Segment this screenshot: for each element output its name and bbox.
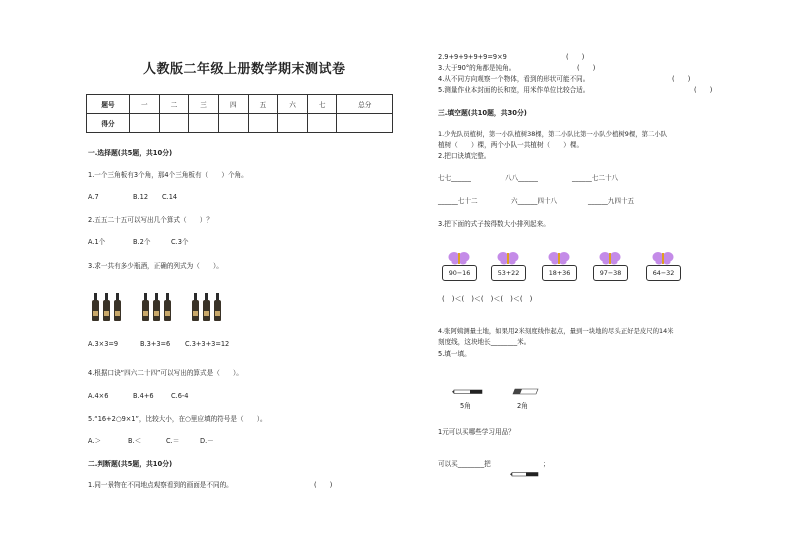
score-header-cell: 七 <box>307 95 337 114</box>
score-cell[interactable] <box>307 114 337 133</box>
question-3: 3.求一共有多少瓶酒，正确的列式为（ ）。 <box>88 262 223 270</box>
fill-2-item: ______七十二 <box>438 197 478 205</box>
butterfly-icon <box>599 251 621 265</box>
judge-1-blank[interactable]: ( ) <box>314 481 333 489</box>
question-1: 1.一个三角板有3个角，那4个三角板有（ ）个角。 <box>88 171 248 179</box>
pen-icon <box>452 388 484 396</box>
fill-3-order[interactable]: ( )＜( )＜( )＜( )＜( ) <box>442 295 533 303</box>
score-cell[interactable] <box>130 114 160 133</box>
q5-option-a: A.＞ <box>88 437 102 445</box>
judge-2: 2.9+9+9+9+9=9×9 <box>438 53 507 61</box>
wine-bottle-icon <box>192 293 199 321</box>
butterfly-icon <box>497 251 519 265</box>
q1-option-a: A.7 <box>88 193 99 201</box>
expression-box: 97−38 <box>593 265 628 281</box>
score-table-header-row <box>87 95 393 114</box>
score-table-score-row <box>87 114 393 133</box>
q5-option-c: C.＝ <box>166 437 180 445</box>
fill-2-item: ______九四十五 <box>588 197 635 205</box>
buy-answer-end: ； <box>543 460 550 468</box>
wine-bottle-icon <box>164 293 171 321</box>
fill-1-line1: 1.少先队员植树，第一小队植树38棵，第二小队比第一小队少植树9棵，第二小队 <box>438 130 668 138</box>
judge-2-blank[interactable]: ( ) <box>566 53 585 61</box>
expression-box: 18+36 <box>542 265 577 281</box>
score-cell[interactable] <box>159 114 189 133</box>
score-cell[interactable] <box>278 114 308 133</box>
score-header-cell: 二 <box>159 95 189 114</box>
fill-2-item: 七七______ <box>438 174 471 182</box>
fill-2-item: 六______四十八 <box>511 197 558 205</box>
score-cell[interactable] <box>248 114 278 133</box>
wine-bottle-icon <box>103 293 110 321</box>
fill-5: 5.填一填。 <box>438 350 471 358</box>
q2-option-a: A.1个 <box>88 238 106 246</box>
q3-option-a: A.3×3=9 <box>88 340 119 348</box>
score-cell[interactable] <box>337 114 393 133</box>
fill-1-line2: 植树（ ）棵，两个小队一共植树（ ）棵。 <box>438 141 584 149</box>
q5-option-b: B.＜ <box>128 437 142 445</box>
fill-3: 3.把下面的式子按得数大小排列起来。 <box>438 220 550 228</box>
fill-4-line2: 刻度线，这块地长________米。 <box>438 338 531 346</box>
score-header-cell: 三 <box>189 95 219 114</box>
judge-5-blank[interactable]: ( ) <box>694 86 713 94</box>
butterfly-icon <box>448 251 470 265</box>
score-header-cell: 四 <box>218 95 248 114</box>
wine-bottle-icon <box>142 293 149 321</box>
score-cell[interactable] <box>189 114 219 133</box>
butterfly-icon <box>548 251 570 265</box>
score-row-label: 得分 <box>87 114 130 133</box>
wine-bottle-icon <box>114 293 121 321</box>
pen-price: 5角 <box>460 402 471 410</box>
expression-box: 53+22 <box>491 265 526 281</box>
judge-3-blank[interactable]: ( ) <box>577 64 596 72</box>
judge-4: 4.从不同方向观察一个物体，看到的形状可能不同。 <box>438 75 590 83</box>
question-2: 2.五五二十五可以写出几个算式（ ）？ <box>88 216 213 224</box>
fill-2: 2.把口诀填完整。 <box>438 152 491 160</box>
q4-option-c: C.6-4 <box>171 392 189 400</box>
score-header-cell: 总分 <box>337 95 393 114</box>
q4-option-a: A.4×6 <box>88 392 109 400</box>
wine-bottle-icon <box>92 293 99 321</box>
wine-bottle-icon <box>153 293 160 321</box>
score-cell[interactable] <box>218 114 248 133</box>
judge-3: 3.大于90°的角都是钝角。 <box>438 64 516 72</box>
q4-option-b: B.4+6 <box>133 392 154 400</box>
butterfly-icon <box>652 251 674 265</box>
q2-option-c: C.3个 <box>171 238 189 246</box>
fill-4-line1: 4.张阿姨测量土地，如果用2米刻度线作起点，量到一块地的尽头正好是皮尺的14米 <box>438 327 674 335</box>
q5-option-d: D.－ <box>200 437 214 445</box>
score-table <box>86 94 393 133</box>
score-header-cell: 题号 <box>87 95 130 114</box>
q1-option-c: C.14 <box>162 193 178 201</box>
judge-5: 5.测量作业本封面的长和宽，用米作单位比较合适。 <box>438 86 590 94</box>
q1-option-b: B.12 <box>133 193 149 201</box>
fill-2-item: ______七二十八 <box>572 174 619 182</box>
buy-question: 1元可以买哪些学习用品？ <box>438 428 515 436</box>
score-header-cell: 六 <box>278 95 308 114</box>
question-4: 4.根据口诀“四六二十四”可以写出的算式是（ ）。 <box>88 369 243 377</box>
expression-box: 64−32 <box>646 265 681 281</box>
q2-option-b: B.2个 <box>133 238 151 246</box>
q3-option-c: C.3+3+3=12 <box>185 340 230 348</box>
expression-box: 90−16 <box>442 265 477 281</box>
wine-bottle-icon <box>214 293 221 321</box>
pen-icon <box>510 471 540 478</box>
buy-answer[interactable]: 可以买________把 <box>438 460 491 468</box>
section-judge-heading: 二.判断题(共5题，共10分) <box>88 460 173 468</box>
judge-4-blank[interactable]: ( ) <box>672 75 691 83</box>
wine-bottle-icon <box>203 293 210 321</box>
judge-1: 1.同一景物在不同地点观察看到的画面是不同的。 <box>88 481 233 489</box>
section-choice-heading: 一.选择题(共5题，共10分) <box>88 149 173 157</box>
fill-2-item: 八八______ <box>505 174 538 182</box>
question-5: 5.“16+2○9×1”，比较大小，在○里应填的符号是（ ）。 <box>88 415 267 423</box>
q3-option-b: B.3+3=6 <box>140 340 171 348</box>
eraser-icon <box>512 388 540 396</box>
score-header-cell: 一 <box>130 95 160 114</box>
score-header-cell: 五 <box>248 95 278 114</box>
page-title: 人教版二年级上册数学期末测试卷 <box>143 62 346 77</box>
section-fill-heading: 三.填空题(共10题，共30分) <box>438 109 527 117</box>
eraser-price: 2角 <box>517 402 528 410</box>
